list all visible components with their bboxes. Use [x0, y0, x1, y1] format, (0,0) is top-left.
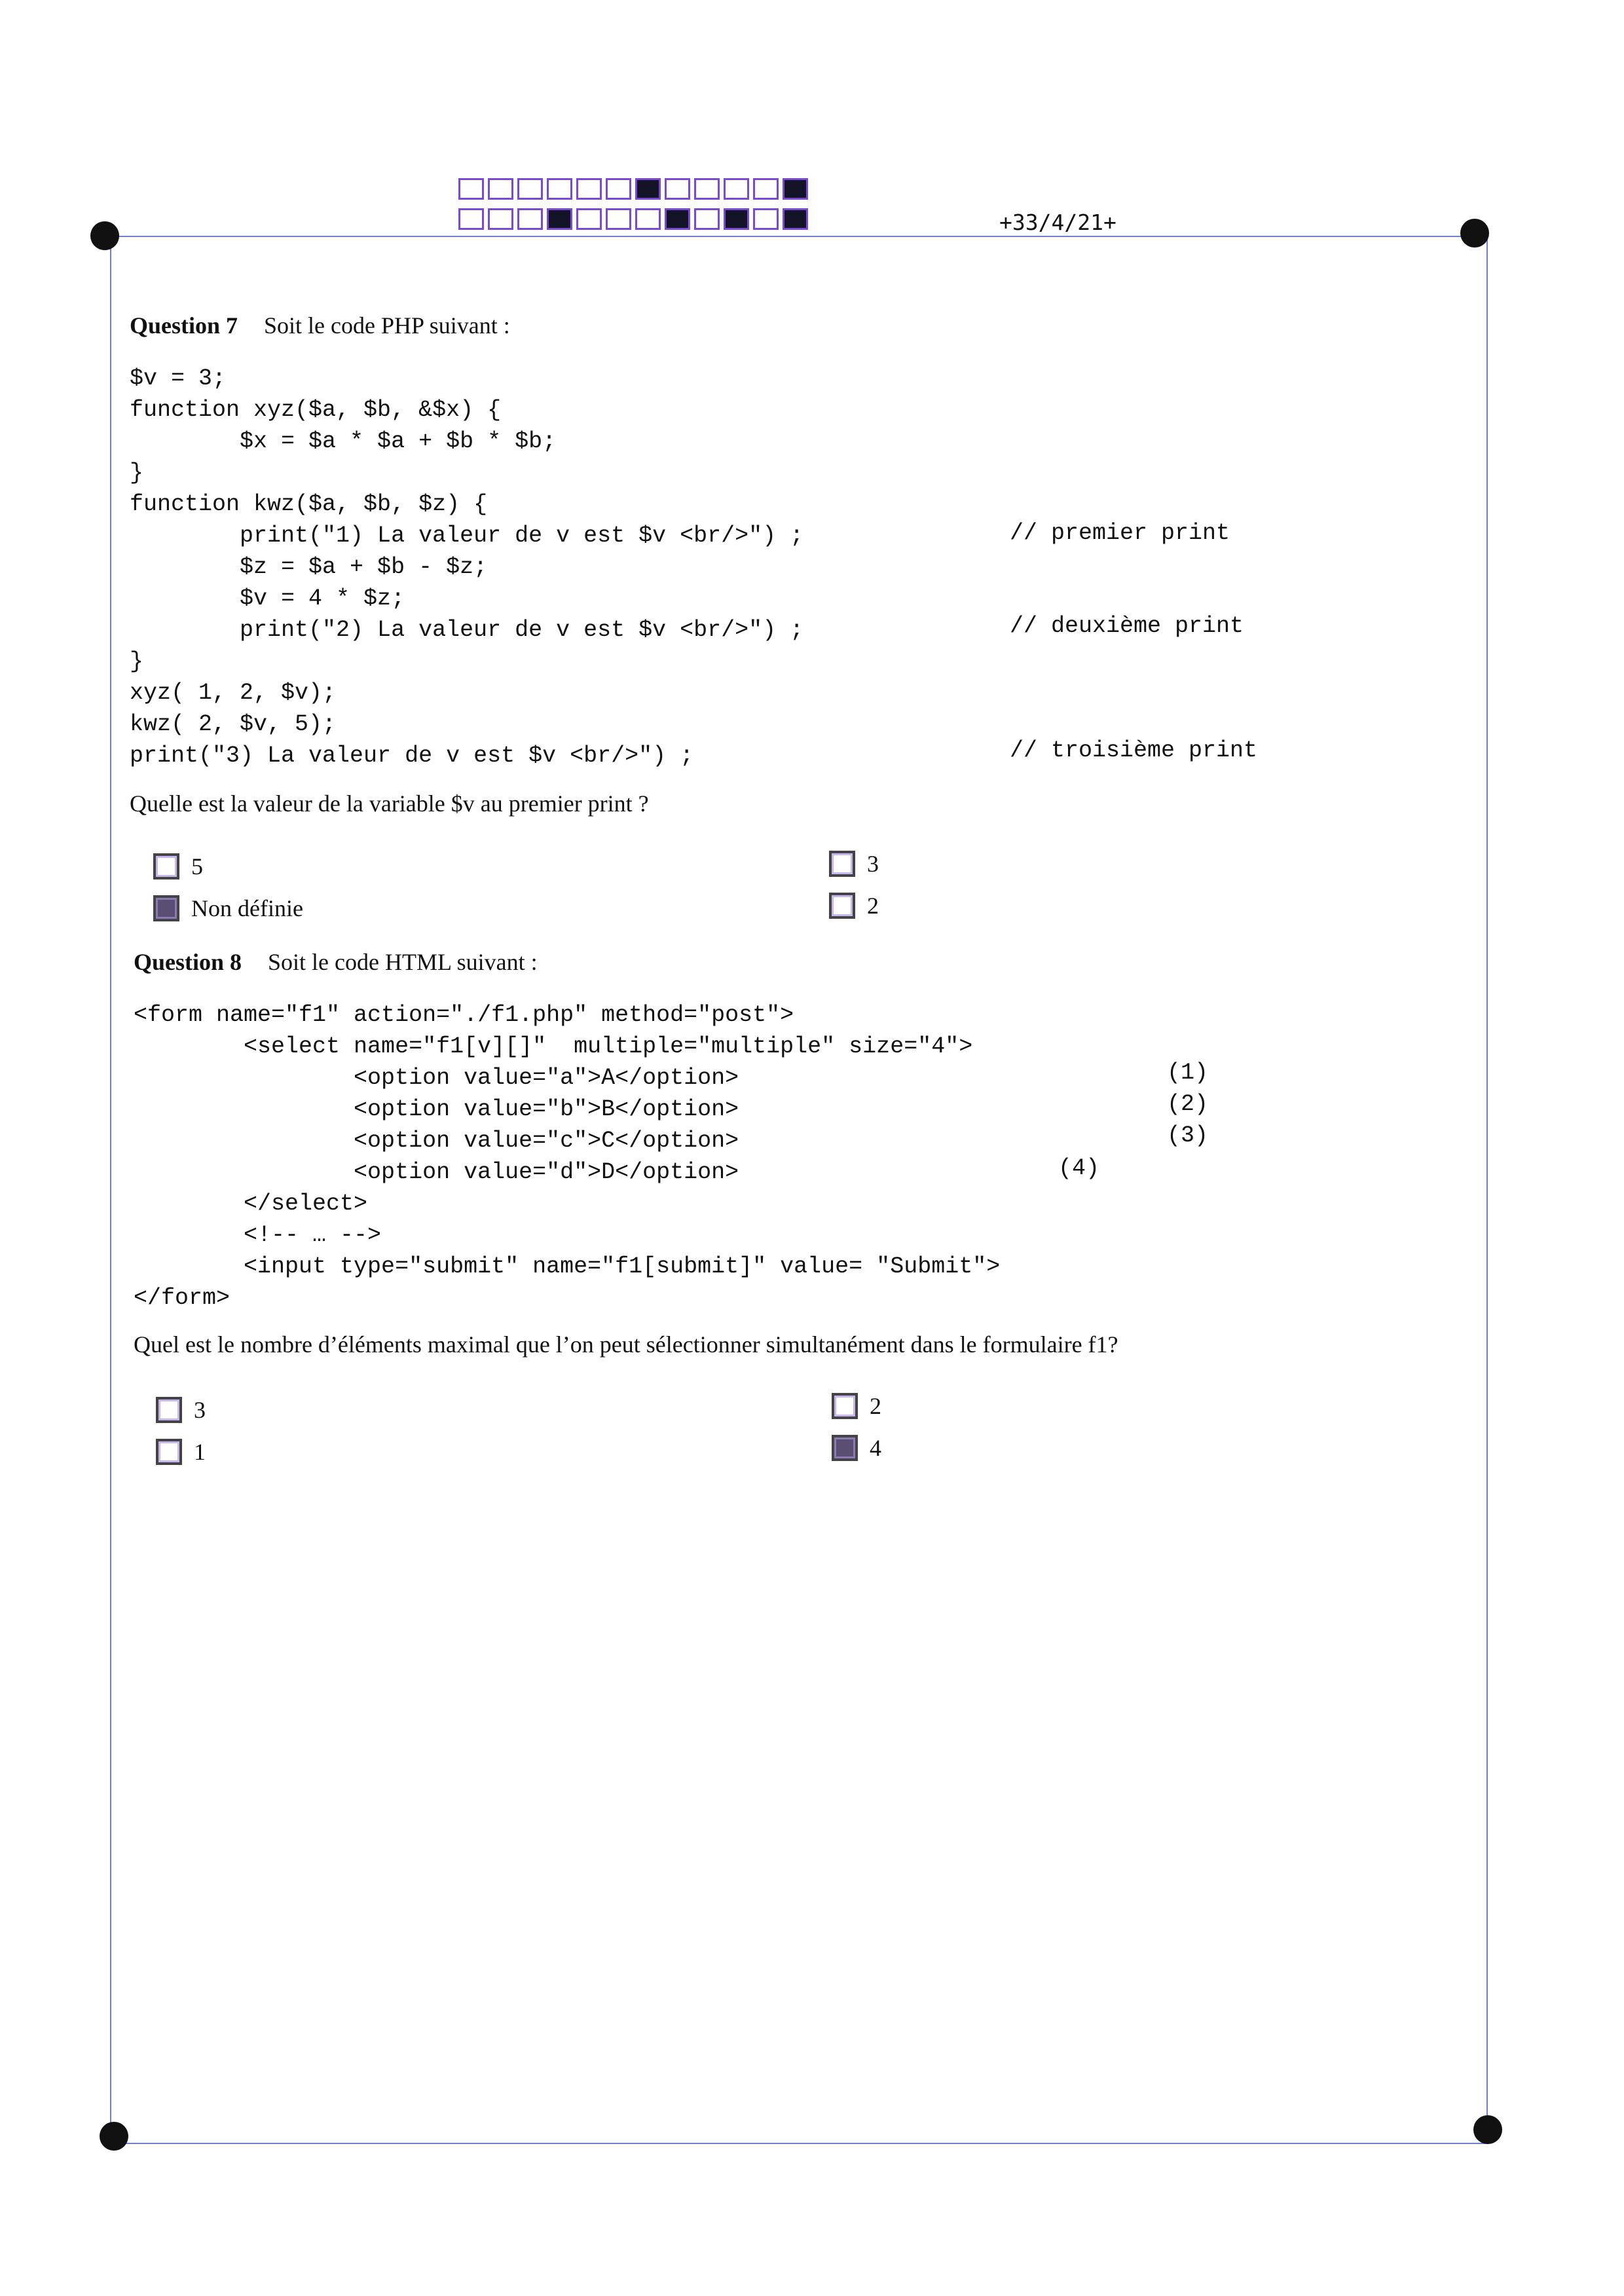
q7-code-line: }: [130, 460, 144, 486]
barcode-cell: [635, 208, 661, 230]
answer-label: 1: [194, 1439, 206, 1465]
checkbox[interactable]: [829, 851, 855, 877]
exam-code: +33/4/21+: [999, 210, 1116, 235]
barcode-cell: [458, 208, 484, 230]
answer-label: 4: [870, 1435, 881, 1461]
answer-label: 3: [194, 1397, 206, 1423]
question-8-label: Question 8: [134, 949, 242, 975]
q8-answer-1[interactable]: [156, 1438, 206, 1466]
checkbox-checked[interactable]: [153, 895, 179, 921]
option-marker-1: (1): [1167, 1060, 1209, 1086]
answer-label: 2: [867, 893, 879, 919]
option-marker-2: (2): [1167, 1091, 1209, 1117]
q8-code-line: <select name="f1[v][]" multiple="multiple" size="4">: [134, 1033, 973, 1060]
corner-marker-top-left: [90, 221, 119, 250]
barcode-cell: [458, 178, 484, 200]
q7-code-line: xyz( 1, 2, $v);: [130, 680, 337, 706]
barcode-cell: [724, 208, 749, 230]
answer-label: 3: [867, 851, 879, 877]
barcode-cell: [783, 208, 808, 230]
q7-code-line: function xyz($a, $b, &$x) {: [130, 397, 502, 423]
q7-code-line: print("3) La valeur de v est $v <br/>") ;: [130, 743, 694, 769]
barcode-cell: [694, 178, 720, 200]
checkbox-checked[interactable]: [832, 1435, 858, 1461]
barcode-cell: [753, 208, 779, 230]
barcode-cell: [547, 208, 572, 230]
question-8-prompt: Quel est le nombre d’éléments maximal que l’on peut sélectionner simultanément dans le formulaire f1?: [134, 1331, 1118, 1358]
q7-code-line: function kwz($a, $b, $z) {: [130, 491, 488, 517]
question-7-prompt: Quelle est la valeur de la variable $v au premier print ?: [130, 790, 649, 817]
q7-answer-non-definie[interactable]: [153, 895, 303, 922]
q7-code-line: print("1) La valeur de v est $v <br/>") ;: [130, 523, 804, 549]
barcode-cell: [665, 208, 690, 230]
question-8-title: [134, 948, 538, 976]
barcode-cell: [576, 178, 602, 200]
barcode-cell: [783, 178, 808, 200]
q7-answer-3[interactable]: [829, 850, 879, 878]
corner-marker-bottom-left: [100, 2122, 128, 2151]
barcode-cell: [547, 178, 572, 200]
answer-label: 2: [870, 1393, 881, 1419]
barcode-row-2: [458, 208, 812, 230]
answer-label: 5: [191, 853, 203, 880]
q8-code-line: <!-- … -->: [134, 1222, 382, 1248]
q8-code-line: </form>: [134, 1285, 231, 1311]
question-7-label: Question 7: [130, 312, 238, 339]
checkbox[interactable]: [156, 1397, 182, 1423]
barcode-cell: [576, 208, 602, 230]
barcode-cell: [606, 178, 631, 200]
q7-code-line: }: [130, 648, 144, 675]
q8-code-line: <option value="a">A</option>: [134, 1065, 739, 1091]
barcode-cell: [517, 178, 543, 200]
q8-code-line: <input type="submit" name="f1[submit]" value= "Submit">: [134, 1253, 1001, 1280]
barcode-cell: [488, 178, 513, 200]
option-marker-3: (3): [1167, 1122, 1209, 1149]
comment-deuxieme-print: // deuxième print: [1010, 613, 1244, 639]
option-marker-4: (4): [1058, 1155, 1100, 1181]
checkbox[interactable]: [829, 893, 855, 919]
q8-code-line: <option value="c">C</option>: [134, 1128, 739, 1154]
checkbox[interactable]: [153, 853, 179, 880]
checkbox[interactable]: [156, 1439, 182, 1465]
q8-answer-4[interactable]: [832, 1434, 881, 1462]
q8-answer-2[interactable]: [832, 1392, 881, 1420]
q8-answer-3[interactable]: [156, 1396, 206, 1424]
barcode-cell: [606, 208, 631, 230]
corner-marker-top-right: [1460, 219, 1489, 248]
q7-code-line: print("2) La valeur de v est $v <br/>") ;: [130, 617, 804, 643]
q7-code-line: $z = $a + $b - $z;: [130, 554, 488, 580]
q7-answer-5[interactable]: [153, 853, 203, 880]
answer-label: Non définie: [191, 895, 303, 921]
barcode-cell: [635, 178, 661, 200]
checkbox[interactable]: [832, 1393, 858, 1419]
q8-code-line: <option value="b">B</option>: [134, 1096, 739, 1122]
q7-answer-2[interactable]: [829, 892, 879, 919]
comment-troisieme-print: // troisième print: [1010, 737, 1258, 764]
barcode-cell: [517, 208, 543, 230]
question-7-title: [130, 312, 510, 339]
q7-code-line: kwz( 2, $v, 5);: [130, 711, 337, 737]
q7-code-line: $x = $a * $a + $b * $b;: [130, 428, 557, 454]
barcode-cell: [488, 208, 513, 230]
q8-code-line: </select>: [134, 1191, 368, 1217]
question-7-intro: Soit le code PHP suivant :: [264, 312, 510, 339]
question-8-intro: Soit le code HTML suivant :: [268, 949, 538, 975]
comment-premier-print: // premier print: [1010, 520, 1230, 546]
barcode-cell: [694, 208, 720, 230]
q7-code-line: $v = 3;: [130, 365, 227, 392]
barcode-cell: [665, 178, 690, 200]
barcode-cell: [753, 178, 779, 200]
q8-code-line: <option value="d">D</option>: [134, 1159, 739, 1185]
q8-code-line: <form name="f1" action="./f1.php" method="post">: [134, 1002, 794, 1028]
barcode-row-1: [458, 178, 812, 200]
barcode-cell: [724, 178, 749, 200]
q7-code-line: $v = 4 * $z;: [130, 585, 405, 612]
corner-marker-bottom-right: [1473, 2115, 1502, 2144]
